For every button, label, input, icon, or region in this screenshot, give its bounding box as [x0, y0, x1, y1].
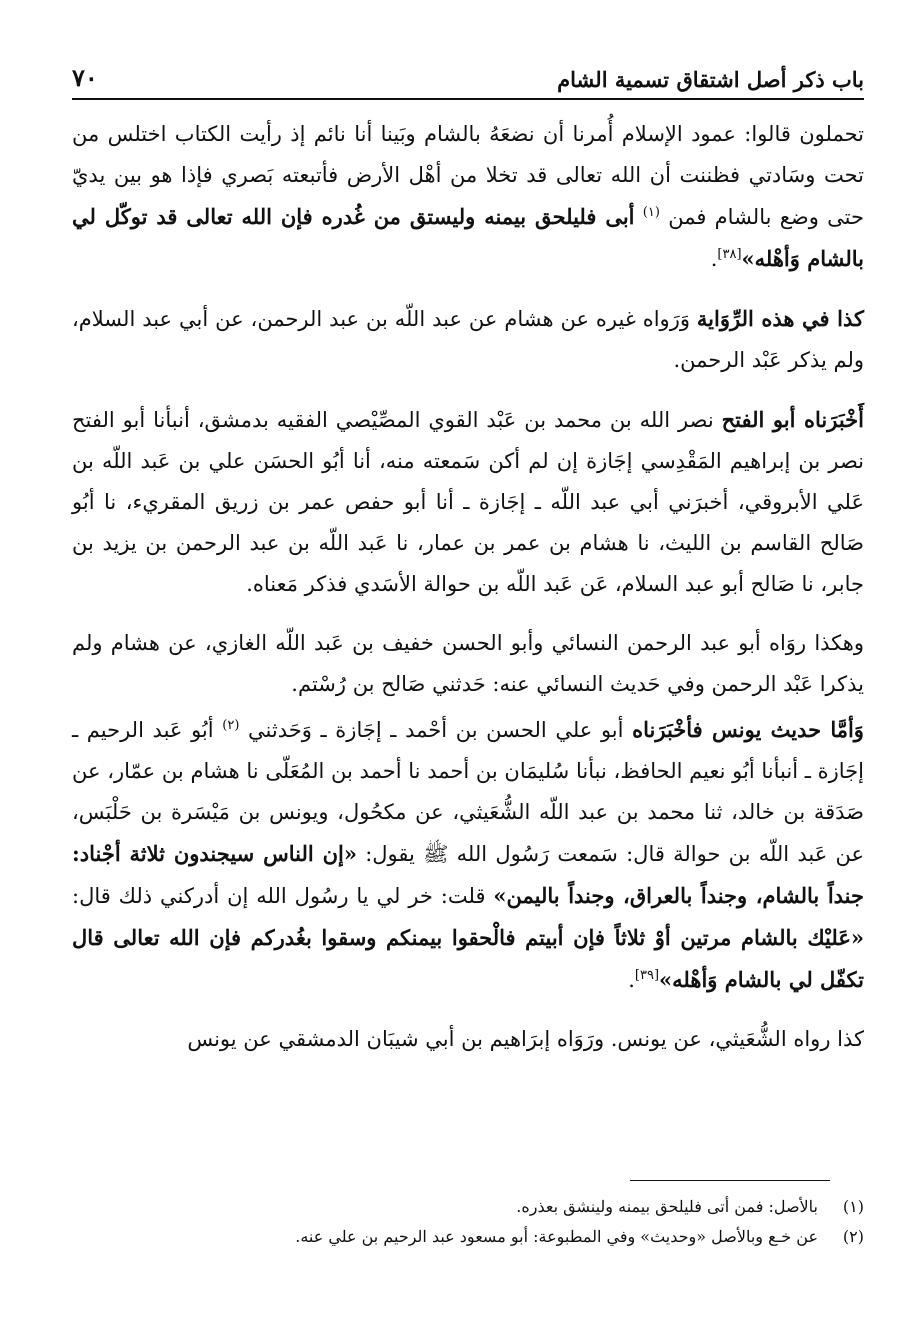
paragraph-1	[72, 114, 864, 280]
paragraph-text: .	[710, 247, 718, 271]
footnote-number: (١)	[842, 1197, 864, 1216]
paragraph-6	[72, 1019, 864, 1060]
bold-lead: وَأمَّا حديث يونس فأخْبَرَناه	[632, 717, 864, 742]
paragraph-text: تحملون قالوا: عمود الإسلام أُمرنا أن نضعَهُ بالشام وبَينا أنا نائم إذ رأيت الكتاب اختلس من تحت وسَادتي فظننت أن الله تعالى قد تخلا من أهْل الأرض فأتبعته بَصري فإذا هو بين يديّ حتى وضع بالشام فمن	[72, 122, 864, 229]
main-text	[72, 114, 864, 1078]
paragraph-2	[72, 298, 864, 381]
paragraph-4	[72, 623, 864, 705]
footnote-text: عن خـع وبالأصل «وحديث» وفي المطبوعة: أبو مسعود عبد الرحيم بن علي عنه.	[295, 1227, 818, 1246]
footnote-text: بالأصل: فمن أتى فليلحق بيمنه ولينشق بعذره.	[516, 1197, 818, 1216]
footnote-item	[72, 1222, 864, 1252]
hadith-quote: «عَليْك بالشام مرتين أوْ ثلاثاً فإن أبيتم فالْحقوا بيمنكم وسقوا بغُدركم فإن الله تعالى قال تكفّل لي بالشام وَأهْله»	[72, 925, 864, 992]
hadith-number: [٣٨]	[717, 247, 742, 262]
footnote-ref: (٢)	[222, 718, 240, 733]
bold-lead: أَخْبَرَناه أبو الفتح	[721, 407, 864, 432]
paragraph-text: .	[628, 968, 635, 992]
paragraph-text: أبو علي الحسن بن أحْمد ـ إجَازة ـ وَحَدثني	[248, 718, 624, 742]
chapter-title: باب ذكر أصل اشتقاق تسمية الشام	[557, 67, 864, 92]
hadith-quote: «إن الناس سيجندون ثلاثة أجْناد: جنداً بالشام، وجنداً بالعراق، وجنداً باليمن»	[72, 841, 864, 908]
footnote-item	[72, 1192, 864, 1222]
footnotes	[72, 1192, 864, 1252]
footnote-divider	[630, 1180, 830, 1181]
running-header	[72, 58, 864, 100]
footnote-number: (٢)	[842, 1227, 864, 1246]
paragraph-text: وَرَواه غيره عن هشام عن عبد اللّه بن عبد الرحمن، عن أبي عبد السلام، ولم يذكر عَبْد الرحمن.	[72, 307, 864, 372]
paragraph-3	[72, 399, 864, 605]
paragraph-text: وهكذا روَاه أبو عبد الرحمن النسائي وأبو الحسن خفيف بن عَبد اللّه الغازي، عن هشام ولم يذكرا عَبْد الرحمن وفي حَديث النسائي عنه: حَدثني صَالح بن رُسْتم.	[72, 631, 864, 696]
paragraph-text: أبى فليلحق بيمنه وليستق من غُدره فإن الله تعالى قد توكّل لي بالشام وَأهْله»	[72, 204, 864, 271]
paragraph-5	[72, 709, 864, 1001]
paragraph-text: نصر الله بن محمد بن عَبْد القوي المصِّيْصي الفقيه بدمشق، أنبأنا أبو الفتح نصر بن إبراهيم المَقْدِسي إجَازة إن لم أكن سَمعته منه، أنا أبُو الحسَن علي بن عَبد اللّه بن عَلي الأبروقي، أخبرَني أبي عبد اللّه ـ إجَازة ـ أنا أبو حفص عمر بن زريق المقريء، نا أبُو صَالح القاسم بن الليث، نا هشام بن عمر بن عمار، نا عَبد اللّه بن عبد الرحمن بن يزيد بن جابر، نا صَالح أبو عبد السلام، عَن عَبد اللّه بن حوالة الأسَدي فذكر مَعناه.	[72, 408, 864, 596]
bold-lead: كذا في هذه الرِّوَاية	[696, 306, 864, 331]
footnote-ref: (١)	[642, 205, 660, 220]
hadith-number: [٣٩]	[634, 968, 660, 983]
paragraph-text: أبُو عَبد الرحيم ـ إجَازة ـ أنبأنا أبُو نعيم الحافظ، نبأنا سُليمَان بن أحمد نا أحمد بن المُعَلّى نا هشام بن عمّار، عن صَدَقة بن خالد، ثنا محمد بن عبد اللّه الشُّعَيثي، عن مكحُول، ويونس بن مَيْسَرة بن حَلْبَس، عن عَبد اللّه بن حوالة قال: سَمعت رَسُول الله ﷺ يقول:	[72, 718, 864, 866]
paragraph-text: كذا رواه الشُّعَيثي، عن يونس. ورَوَاه إبرَاهيم بن أبي شيبَان الدمشقي عن يونس	[187, 1027, 864, 1051]
page-number: ٧٠	[72, 63, 98, 92]
paragraph-text: قلت: خر لي يا رسُول الله إن أدركني ذلك قال:	[72, 884, 486, 908]
